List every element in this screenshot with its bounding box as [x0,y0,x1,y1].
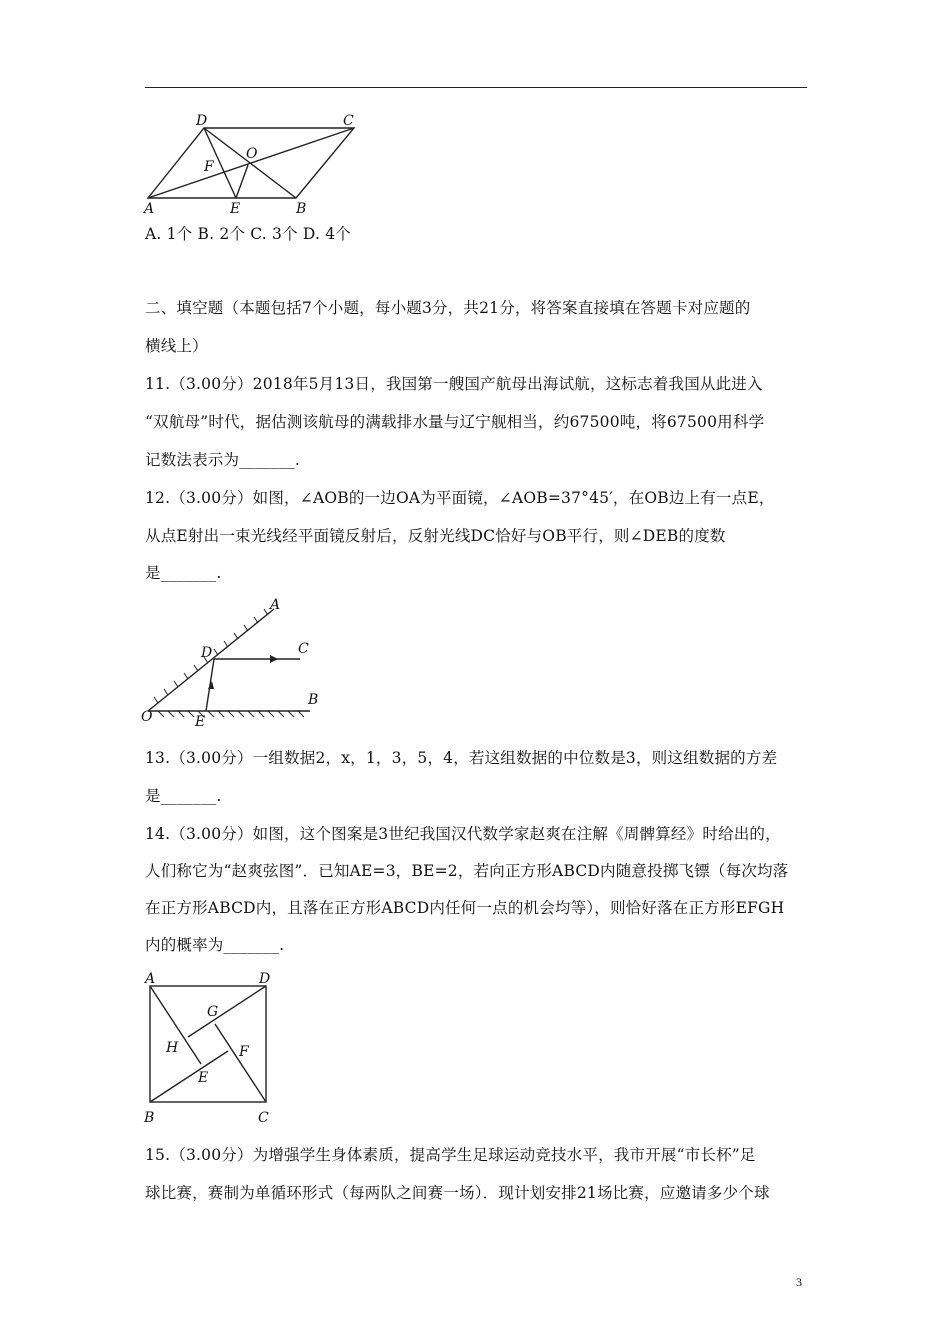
label-E: E [198,1070,209,1086]
label-O: O [141,709,153,725]
label-D: D [196,113,208,129]
q12-line-3: 是_______. [145,564,222,582]
label-B: B [144,1110,155,1126]
label-A: A [270,597,281,613]
label-O: O [246,146,258,162]
zhaoshuang-figure [140,966,280,1128]
q10-options: A. 1个 B. 2个 C. 3个 D. 4个 [145,225,352,243]
section-title-line-1: 二、填空题（本题包括7个小题，每小题3分，共21分，将答案直接填在答题卡对应题的 [145,299,751,317]
q13-line-2: 是_______. [145,787,222,805]
q14-line-3: 在正方形ABCD内，且落在正方形ABCD内任何一点的机会均等），则恰好落在正方形EFGH [145,899,785,917]
label-H: H [166,1040,179,1056]
q15-line-1: 15.（3.00分）为增强学生身体素质，提高学生足球运动竞技水平，我市开展“市长杯”足 [145,1146,756,1164]
label-F: F [204,159,214,175]
q14-line-4: 内的概率为_______. [145,936,285,954]
q11-line-2: “双航母”时代，据估测该航母的满载排水量与辽宁舰相当，约67500吨，将67500用科学 [145,413,765,431]
q14-line-1: 14.（3.00分）如图，这个图案是3世纪我国汉代数学家赵爽在注解《周髀算经》时给出的， [145,825,781,843]
label-A: A [144,201,155,215]
section-title-line-2: 横线上） [145,337,208,355]
page-number: 3 [796,1275,802,1289]
q13-line-1: 13.（3.00分）一组数据2，x，1，3，5，4，若这组数据的中位数是3，则这组数据的方差 [145,749,778,767]
header-rule [145,87,807,88]
q12-line-2: 从点E射出一束光线经平面镜反射后，反射光线DC恰好与OB平行，则∠DEB的度数 [145,527,726,545]
label-A: A [145,971,156,987]
label-B: B [296,201,307,215]
label-F: F [239,1044,249,1060]
label-C: C [258,1110,269,1126]
label-C: C [343,113,354,129]
label-D: D [201,645,213,661]
label-C: C [298,641,309,657]
mirror-figure [138,593,338,733]
label-E: E [230,201,241,215]
label-E: E [195,714,206,730]
q12-line-1: 12.（3.00分）如图，∠AOB的一边OA为平面镜，∠AOB=37°45′，在OB边上有一点E， [145,489,775,507]
q15-line-2: 球比赛，赛制为单循环形式（每两队之间赛一场）．现计划安排21场比赛，应邀请多少个球 [145,1184,770,1202]
q11-line-3: 记数法表示为_______. [145,451,300,469]
parallelogram-figure [140,110,370,215]
q14-line-2: 人们称它为“赵爽弦图”．已知AE=3，BE=2，若向正方形ABCD内随意投掷飞镖（每次均落 [145,862,789,880]
label-G: G [207,1004,219,1020]
label-D: D [259,971,271,987]
q11-line-1: 11.（3.00分）2018年5月13日，我国第一艘国产航母出海试航，这标志着我国从此进入 [145,375,763,393]
label-B: B [308,692,319,708]
